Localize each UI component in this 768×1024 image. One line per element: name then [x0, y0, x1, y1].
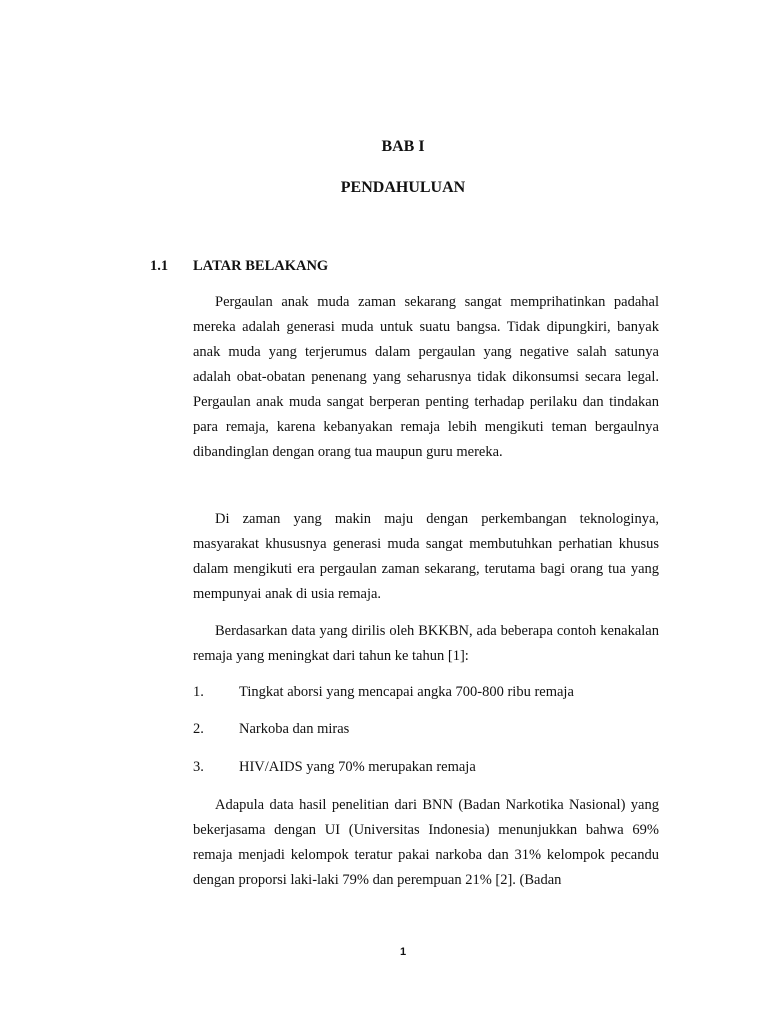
page-number: 1	[399, 946, 407, 958]
chapter-title: PENDAHULUAN	[340, 179, 466, 196]
list-item-number: 3.	[193, 759, 204, 775]
paragraph-4-container	[193, 793, 659, 893]
paragraph: Di zaman yang makin maju dengan perkembangan teknologinya, masyarakat khususnya generasi muda sangat membutuhkan perhatian khusus dalam mengikuti era pergaulan zaman sekarang, terutama bagi orang tua yang mempunyai anak di usia remaja.	[193, 511, 659, 602]
paragraph-1-container	[193, 290, 659, 465]
list-item	[193, 680, 574, 705]
section-number: 1.1	[150, 258, 169, 274]
list-item	[193, 755, 476, 780]
list-item-number: 2.	[193, 721, 204, 737]
list-item-text: Tingkat aborsi yang mencapai angka 700-800 ribu remaja	[239, 684, 574, 700]
section-heading	[150, 258, 328, 275]
section-title: LATAR BELAKANG	[193, 258, 329, 274]
list-item-text: HIV/AIDS yang 70% merupakan remaja	[239, 759, 476, 775]
list-item	[193, 717, 349, 742]
list-item-text: Narkoba dan miras	[239, 721, 350, 737]
paragraph: Berdasarkan data yang dirilis oleh BKKBN, ada beberapa contoh kenakalan remaja yang meningkat dari tahun ke tahun [1]:	[193, 623, 659, 664]
paragraph: Adapula data hasil penelitian dari BNN (Badan Narkotika Nasional) yang bekerjasama dengan UI (Universitas Indonesia) menunjukkan bahwa 69% remaja menjadi kelompok teratur pakai narkoba dan 31% kelompok pecandu dengan proporsi laki-laki 79% dan perempuan 21% [2]. (Badan	[193, 797, 659, 888]
paragraph-3-container	[193, 619, 659, 669]
list-item-number: 1.	[193, 684, 204, 700]
chapter-number: BAB I	[381, 138, 425, 155]
paragraph: Pergaulan anak muda zaman sekarang sangat memprihatinkan padahal mereka adalah generasi muda untuk suatu bangsa. Tidak dipungkiri, banyak anak muda yang terjerumus dalam pergaulan yang negative salah satunya adalah obat-obatan penenang yang seharusnya tidak dikonsumsi secara legal. Pergaulan anak muda sangat berperan penting terhadap perilaku dan tindakan para remaja, karena kebanyakan remaja lebih mengikuti teman bergaulnya dibandinglan dengan orang tua maupun guru mereka.	[193, 294, 659, 460]
paragraph-2-container	[193, 507, 659, 607]
